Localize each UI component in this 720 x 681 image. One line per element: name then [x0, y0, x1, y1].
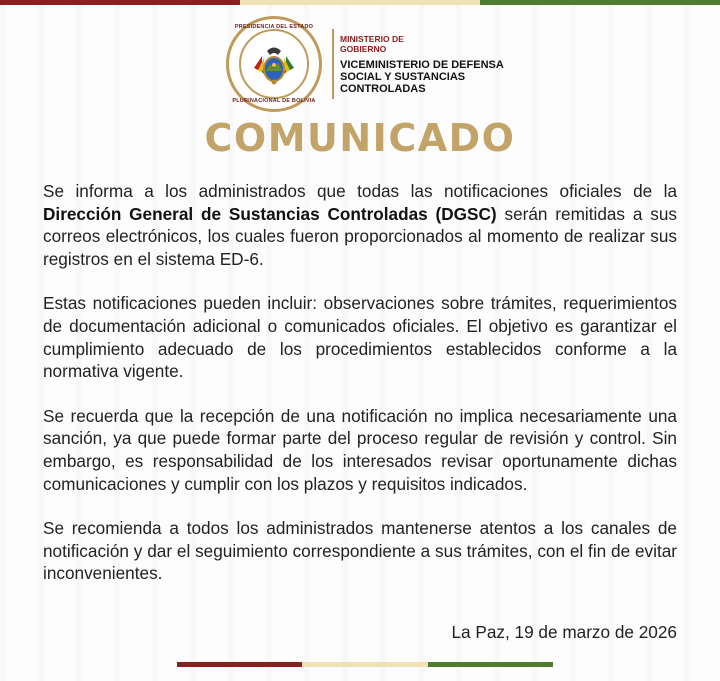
stripe-red — [0, 0, 240, 5]
ministry-block — [340, 34, 510, 95]
page-title: COMUNICADO — [204, 116, 516, 160]
stripe-cream — [302, 662, 427, 667]
viceministry-name: VICEMINISTERIO DE DEFENSA SOCIAL Y SUSTANCIAS CONTROLADAS — [340, 58, 504, 95]
header-divider — [332, 29, 334, 99]
paragraph-2: Estas notificaciones pueden incluir: observaciones sobre trámites, requerimientos de documentación adicional o comunicados oficiales. El objetivo es garantizar el cumplimiento adecuado de los procedimientos establecidos conforme a la normativa vigente. — [43, 293, 677, 382]
stripe-cream — [240, 0, 480, 5]
paragraph-3: Se recuerda que la recepción de una notificación no implica necesariamente una sanción, ya que puede formar parte del proceso regular de revisión y control. Sin embargo, es responsabilidad de los interesados revisar oportunamente dichas comunicaciones y cumplir con los plazos y requisitos indicados. — [43, 405, 677, 494]
date-line: La Paz, 19 de marzo de 2026 — [451, 622, 677, 642]
paragraph-4: Se recomienda a todos los administrados mantenerse atentos a los canales de notificación y dar el seguimiento correspondiente a sus trámites, con el fin de evitar inconvenientes. — [43, 518, 677, 584]
paragraph-1 — [43, 180, 677, 270]
coat-of-arms-icon — [248, 38, 300, 90]
ministry-name: MINISTERIO DE GOBIERNO — [340, 33, 404, 54]
paragraph-1-end: serán remitidas a sus correos electrónicos, los cuales fueron proporcionados al momento de realizar sus registros en el sistema ED-6. — [43, 203, 677, 269]
presidency-seal — [226, 16, 322, 112]
seal-top-text: PRESIDENCIA DEL ESTADO — [234, 24, 314, 30]
seal-emblem — [239, 29, 309, 99]
top-color-stripe — [0, 0, 720, 5]
header — [226, 14, 510, 114]
stripe-red — [177, 662, 302, 667]
stripe-green — [428, 662, 553, 667]
communique-body — [43, 180, 677, 607]
bottom-color-stripe — [177, 662, 553, 667]
paragraph-1-start: Se informa a los administrados que todas las notificaciones oficiales de la — [43, 181, 677, 201]
seal-bottom-text: PLURINACIONAL DE BOLIVIA — [232, 98, 316, 104]
paragraph-1-bold: Dirección General de Sustancias Controladas (DGSC) — [43, 203, 497, 224]
stripe-green — [480, 0, 720, 5]
